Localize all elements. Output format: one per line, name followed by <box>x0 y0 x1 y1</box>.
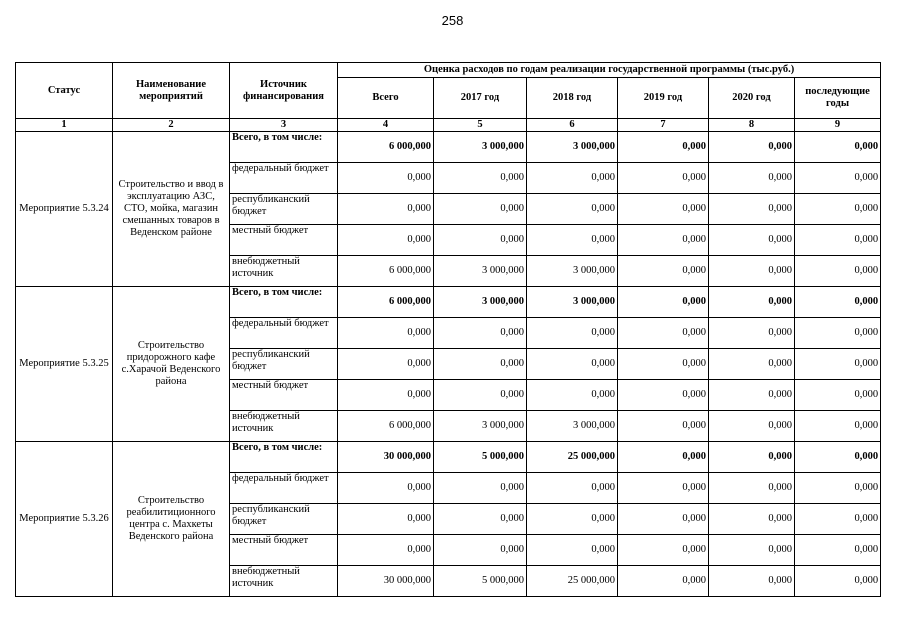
column-number: 6 <box>527 119 618 132</box>
funding-source: местный бюджет <box>230 225 338 256</box>
funding-source: федеральный бюджет <box>230 318 338 349</box>
column-number: 3 <box>230 119 338 132</box>
amount-cell: 6 000,000 <box>338 256 434 287</box>
amount-cell: 0,000 <box>527 473 618 504</box>
amount-cell: 0,000 <box>795 411 881 442</box>
amount-cell: 6 000,000 <box>338 411 434 442</box>
amount-cell: 0,000 <box>795 566 881 597</box>
amount-cell: 0,000 <box>709 225 795 256</box>
funding-source: федеральный бюджет <box>230 163 338 194</box>
amount-cell: 0,000 <box>618 349 709 380</box>
column-number: 8 <box>709 119 795 132</box>
header-year-2020: 2020 год <box>709 78 795 119</box>
funding-source: местный бюджет <box>230 380 338 411</box>
table-row <box>16 442 881 473</box>
amount-cell: 0,000 <box>709 256 795 287</box>
amount-cell: 0,000 <box>709 287 795 318</box>
amount-cell: 0,000 <box>795 473 881 504</box>
amount-cell: 0,000 <box>338 163 434 194</box>
header-year-total: Всего <box>338 78 434 119</box>
funding-source: местный бюджет <box>230 535 338 566</box>
funding-source: федеральный бюджет <box>230 473 338 504</box>
amount-cell: 0,000 <box>338 535 434 566</box>
amount-cell: 0,000 <box>709 411 795 442</box>
amount-cell: 0,000 <box>434 163 527 194</box>
amount-cell: 30 000,000 <box>338 566 434 597</box>
amount-cell: 0,000 <box>618 287 709 318</box>
amount-cell: 0,000 <box>618 256 709 287</box>
header-measure: Наименование мероприятий <box>113 63 230 119</box>
amount-cell: 0,000 <box>618 163 709 194</box>
amount-cell: 0,000 <box>618 504 709 535</box>
amount-cell: 0,000 <box>618 442 709 473</box>
amount-cell: 0,000 <box>338 504 434 535</box>
amount-cell: 0,000 <box>618 380 709 411</box>
amount-cell: 0,000 <box>527 349 618 380</box>
measure-status: Мероприятие 5.3.26 <box>16 442 113 597</box>
header-status: Статус <box>16 63 113 119</box>
amount-cell: 0,000 <box>795 256 881 287</box>
header-estimate: Оценка расходов по годам реализации государственной программы (тыс.руб.) <box>338 63 881 78</box>
amount-cell: 0,000 <box>338 194 434 225</box>
amount-cell: 0,000 <box>709 504 795 535</box>
amount-cell: 0,000 <box>434 380 527 411</box>
amount-cell: 0,000 <box>527 535 618 566</box>
amount-cell: 5 000,000 <box>434 442 527 473</box>
header-year-2018: 2018 год <box>527 78 618 119</box>
column-number: 2 <box>113 119 230 132</box>
amount-cell: 3 000,000 <box>434 411 527 442</box>
amount-cell: 0,000 <box>618 566 709 597</box>
amount-cell: 30 000,000 <box>338 442 434 473</box>
amount-cell: 3 000,000 <box>527 256 618 287</box>
amount-cell: 0,000 <box>338 380 434 411</box>
amount-cell: 0,000 <box>795 194 881 225</box>
measure-name: Строительство придорожного кафе с.Харачой Веденского района <box>113 287 230 442</box>
amount-cell: 0,000 <box>434 318 527 349</box>
amount-cell: 3 000,000 <box>434 256 527 287</box>
amount-cell: 0,000 <box>618 194 709 225</box>
header-year-2019: 2019 год <box>618 78 709 119</box>
amount-cell: 25 000,000 <box>527 442 618 473</box>
amount-cell: 6 000,000 <box>338 287 434 318</box>
amount-cell: 0,000 <box>434 194 527 225</box>
amount-cell: 0,000 <box>795 504 881 535</box>
funding-source: республиканский бюджет <box>230 194 338 225</box>
funding-source: Всего, в том числе: <box>230 442 338 473</box>
amount-cell: 0,000 <box>434 225 527 256</box>
amount-cell: 0,000 <box>795 349 881 380</box>
amount-cell: 25 000,000 <box>527 566 618 597</box>
amount-cell: 0,000 <box>618 411 709 442</box>
amount-cell: 0,000 <box>527 380 618 411</box>
funding-source: внебюджетный источник <box>230 566 338 597</box>
funding-source: республиканский бюджет <box>230 504 338 535</box>
amount-cell: 0,000 <box>338 349 434 380</box>
measure-status: Мероприятие 5.3.24 <box>16 132 113 287</box>
amount-cell: 0,000 <box>434 349 527 380</box>
funding-source: Всего, в том числе: <box>230 287 338 318</box>
amount-cell: 0,000 <box>527 194 618 225</box>
column-number: 4 <box>338 119 434 132</box>
amount-cell: 0,000 <box>618 535 709 566</box>
amount-cell: 3 000,000 <box>527 287 618 318</box>
amount-cell: 0,000 <box>709 132 795 163</box>
amount-cell: 0,000 <box>434 504 527 535</box>
amount-cell: 0,000 <box>795 442 881 473</box>
amount-cell: 3 000,000 <box>527 132 618 163</box>
table-row <box>16 287 881 318</box>
header-year-2017: 2017 год <box>434 78 527 119</box>
amount-cell: 0,000 <box>709 349 795 380</box>
table-body <box>16 132 881 597</box>
amount-cell: 3 000,000 <box>434 132 527 163</box>
measure-name: Строительство реабилитиционного центра с. Махкеты Веденского района <box>113 442 230 597</box>
amount-cell: 0,000 <box>338 473 434 504</box>
funding-source: внебюджетный источник <box>230 256 338 287</box>
amount-cell: 0,000 <box>795 163 881 194</box>
page-number: 258 <box>441 13 464 28</box>
funding-source: Всего, в том числе: <box>230 132 338 163</box>
table-row <box>16 132 881 163</box>
amount-cell: 0,000 <box>709 163 795 194</box>
column-number-row <box>16 119 881 132</box>
amount-cell: 0,000 <box>434 473 527 504</box>
amount-cell: 0,000 <box>527 504 618 535</box>
amount-cell: 0,000 <box>618 225 709 256</box>
funding-source: внебюджетный источник <box>230 411 338 442</box>
measure-status: Мероприятие 5.3.25 <box>16 287 113 442</box>
budget-table <box>15 62 881 597</box>
amount-cell: 0,000 <box>709 535 795 566</box>
amount-cell: 0,000 <box>795 380 881 411</box>
column-number: 1 <box>16 119 113 132</box>
column-number: 9 <box>795 119 881 132</box>
amount-cell: 0,000 <box>795 132 881 163</box>
amount-cell: 0,000 <box>709 473 795 504</box>
header-source: Источник финансирования <box>230 63 338 119</box>
amount-cell: 0,000 <box>618 132 709 163</box>
amount-cell: 0,000 <box>709 318 795 349</box>
amount-cell: 3 000,000 <box>434 287 527 318</box>
amount-cell: 6 000,000 <box>338 132 434 163</box>
column-number: 5 <box>434 119 527 132</box>
amount-cell: 0,000 <box>709 194 795 225</box>
measure-name: Строительство и ввод в эксплуатацию АЗС, СТО, мойка, магазин смешанных товаров в Веденском районе <box>113 132 230 287</box>
amount-cell: 0,000 <box>709 442 795 473</box>
amount-cell: 3 000,000 <box>527 411 618 442</box>
amount-cell: 5 000,000 <box>434 566 527 597</box>
funding-source: республиканский бюджет <box>230 349 338 380</box>
column-number: 7 <box>618 119 709 132</box>
amount-cell: 0,000 <box>709 566 795 597</box>
amount-cell: 0,000 <box>795 225 881 256</box>
amount-cell: 0,000 <box>434 535 527 566</box>
amount-cell: 0,000 <box>795 318 881 349</box>
amount-cell: 0,000 <box>618 473 709 504</box>
amount-cell: 0,000 <box>527 163 618 194</box>
amount-cell: 0,000 <box>527 225 618 256</box>
amount-cell: 0,000 <box>709 380 795 411</box>
header-year-later: последующие годы <box>795 78 881 119</box>
amount-cell: 0,000 <box>527 318 618 349</box>
amount-cell: 0,000 <box>338 225 434 256</box>
amount-cell: 0,000 <box>795 287 881 318</box>
amount-cell: 0,000 <box>338 318 434 349</box>
amount-cell: 0,000 <box>618 318 709 349</box>
amount-cell: 0,000 <box>795 535 881 566</box>
